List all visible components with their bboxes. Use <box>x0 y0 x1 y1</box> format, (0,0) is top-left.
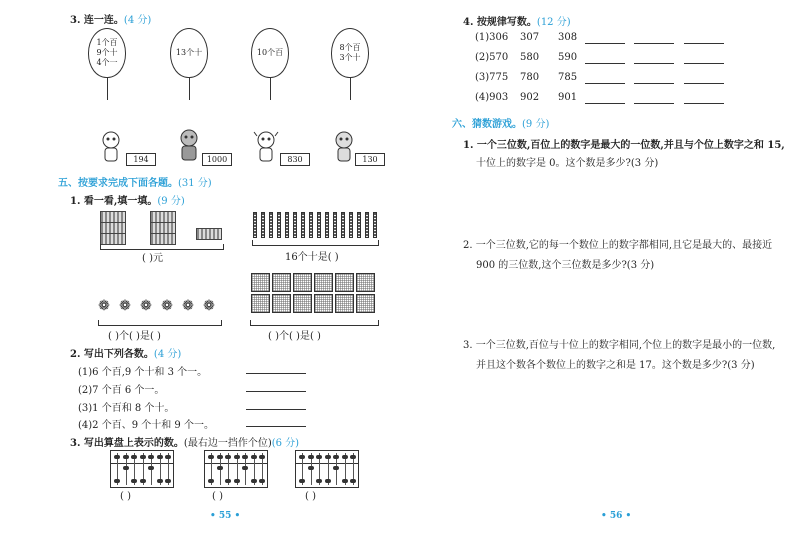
q3b-title: 3. 写出算盘上表示的数。(最右边一挡作个位)(6 分) <box>70 438 300 449</box>
answer-line[interactable] <box>634 103 674 104</box>
q2-item-4: (4)2 个百、9 个十和 9 个一。 <box>78 420 214 431</box>
balloon-text: 4个一 <box>96 58 118 67</box>
sequence-number: 307 <box>520 32 540 43</box>
sheep-character-icon <box>253 130 279 164</box>
abacus-answer-3[interactable]: ( ) <box>305 491 316 502</box>
stick-bundle <box>325 212 329 238</box>
stick-bundle <box>333 212 337 238</box>
flower-icon: ❁ <box>119 298 131 314</box>
q2-item-2: (2)7 个百 6 个一。 <box>78 385 165 396</box>
stick-bundle <box>277 212 281 238</box>
answer-line[interactable] <box>684 63 724 64</box>
answer-line[interactable] <box>684 43 724 44</box>
q3-title: 3. 连一连。(4 分) <box>70 15 152 26</box>
balloon-text: 10个百 <box>256 48 284 57</box>
flower-icon: ❁ <box>161 298 173 314</box>
number-card[interactable]: 830 <box>280 153 310 166</box>
sheep-character-icon <box>331 130 357 164</box>
flower-icon: ❁ <box>203 298 215 314</box>
balloon-text: 13个十 <box>175 48 203 57</box>
stick-bundle <box>309 212 313 238</box>
balloon-1[interactable] <box>88 28 126 78</box>
balloon-2[interactable] <box>170 28 208 78</box>
sequence-number: 785 <box>558 72 578 83</box>
stick-bundle <box>253 212 257 238</box>
hundred-grid <box>335 294 354 313</box>
sequence-number: 902 <box>520 92 540 103</box>
balloon-string <box>189 78 190 100</box>
sequence-number: (2)570 <box>475 52 509 63</box>
sheep-character-icon <box>98 130 124 164</box>
guess-3-line-2: 并且这个数各个数位上的数字之和是 17。这个数是多少?(3 分) <box>476 360 755 371</box>
sequence-number: 780 <box>520 72 540 83</box>
sticks-fill[interactable]: 16个十是( ) <box>285 252 339 263</box>
answer-line[interactable] <box>585 103 625 104</box>
guess-1-line-2: 十位上的数字是 0。这个数是多少?(3 分) <box>476 158 659 169</box>
answer-line[interactable] <box>634 63 674 64</box>
balloon-4[interactable] <box>331 28 369 78</box>
answer-line[interactable] <box>246 391 306 392</box>
sequence-number: 901 <box>558 92 578 103</box>
answer-line[interactable] <box>634 43 674 44</box>
answer-line[interactable] <box>585 63 625 64</box>
answer-line[interactable] <box>634 83 674 84</box>
sequence-number: 590 <box>558 52 578 63</box>
sequence-number: (1)306 <box>475 32 509 43</box>
sequence-number: 308 <box>558 32 578 43</box>
stick-bundle <box>261 212 265 238</box>
section-6-title: 六、猜数游戏。(9 分) <box>452 119 550 130</box>
balloon-text: 3个十 <box>339 53 361 62</box>
answer-line[interactable] <box>585 43 625 44</box>
hundred-grid <box>314 294 333 313</box>
stick-bundle <box>349 212 353 238</box>
guess-2-line-2: 900 的三位数,这个三位数是多少?(3 分) <box>476 260 655 271</box>
q4-title: 4. 按规律写数。(12 分) <box>463 17 571 28</box>
money-fill[interactable]: ( )元 <box>142 253 163 264</box>
grids-fill[interactable]: ( )个( )是( ) <box>268 331 321 342</box>
balloon-string <box>270 78 271 100</box>
hundred-grid <box>356 294 375 313</box>
hundred-grid <box>272 294 291 313</box>
stick-bundle <box>285 212 289 238</box>
answer-line[interactable] <box>246 409 306 410</box>
balloon-string <box>107 78 108 100</box>
flower-icon: ❁ <box>182 298 194 314</box>
balloon-text: 1个百 <box>96 38 118 47</box>
balloon-string <box>350 78 351 100</box>
sequence-number: (3)775 <box>475 72 509 83</box>
balloon-text: 9个十 <box>96 48 118 57</box>
stick-bundle <box>373 212 377 238</box>
brace <box>98 320 222 326</box>
stick-bundle <box>293 212 297 238</box>
stick-bundle <box>365 212 369 238</box>
answer-line[interactable] <box>246 426 306 427</box>
wolf-character-icon <box>176 128 202 162</box>
flowers-fill[interactable]: ( )个( )是( ) <box>108 331 161 342</box>
hundred-grid <box>251 273 270 292</box>
stick-bundle <box>301 212 305 238</box>
q2-title: 2. 写出下列各数。(4 分) <box>70 349 182 360</box>
flower-icon: ❁ <box>140 298 152 314</box>
answer-line[interactable] <box>684 103 724 104</box>
hundred-grid <box>293 273 312 292</box>
guess-2-line-1: 2. 一个三位数,它的每一个数位上的数字都相同,且它是最大的、最接近 <box>463 240 773 251</box>
hundred-grid <box>335 273 354 292</box>
guess-1-line-1: 1. 一个三位数,百位上的数字是最大的一位数,并且与个位上数字之和 15, <box>463 140 785 151</box>
guess-3-line-1: 3. 一个三位数,百位与十位上的数字相同,个位上的数字是最小的一位数, <box>463 340 776 351</box>
answer-line[interactable] <box>246 373 306 374</box>
abacus-2 <box>204 450 268 488</box>
stick-bundle <box>357 212 361 238</box>
stick-bundle <box>317 212 321 238</box>
q2-item-1: (1)6 个百,9 个十和 3 个一。 <box>78 367 208 378</box>
answer-line[interactable] <box>684 83 724 84</box>
page-number: • 55 • <box>210 511 241 521</box>
answer-line[interactable] <box>585 83 625 84</box>
number-card[interactable]: 1000 <box>202 153 232 166</box>
hundred-grid <box>356 273 375 292</box>
section-5-title: 五、按要求完成下面各题。(31 分) <box>58 178 212 189</box>
page-number: • 56 • <box>601 511 632 521</box>
sequence-number: 580 <box>520 52 540 63</box>
stick-bundle <box>269 212 273 238</box>
abacus-answer-2[interactable]: ( ) <box>212 491 223 502</box>
brace <box>250 320 379 326</box>
brace <box>252 240 379 246</box>
sequence-number: (4)903 <box>475 92 509 103</box>
balloon-text: 8个百 <box>339 43 361 52</box>
balloon-3[interactable] <box>251 28 289 78</box>
abacus-answer-1[interactable]: ( ) <box>120 491 131 502</box>
flower-icon: ❁ <box>98 298 110 314</box>
number-card[interactable]: 130 <box>355 153 385 166</box>
abacus-3 <box>295 450 359 488</box>
abacus-1 <box>110 450 174 488</box>
hundred-grid <box>272 273 291 292</box>
number-card[interactable]: 194 <box>126 153 156 166</box>
hundred-grid <box>314 273 333 292</box>
hundred-grid <box>293 294 312 313</box>
q2-item-3: (3)1 个百和 8 个十。 <box>78 403 175 414</box>
q1-title: 1. 看一看,填一填。(9 分) <box>70 196 185 207</box>
hundred-grid <box>251 294 270 313</box>
stick-bundle <box>341 212 345 238</box>
